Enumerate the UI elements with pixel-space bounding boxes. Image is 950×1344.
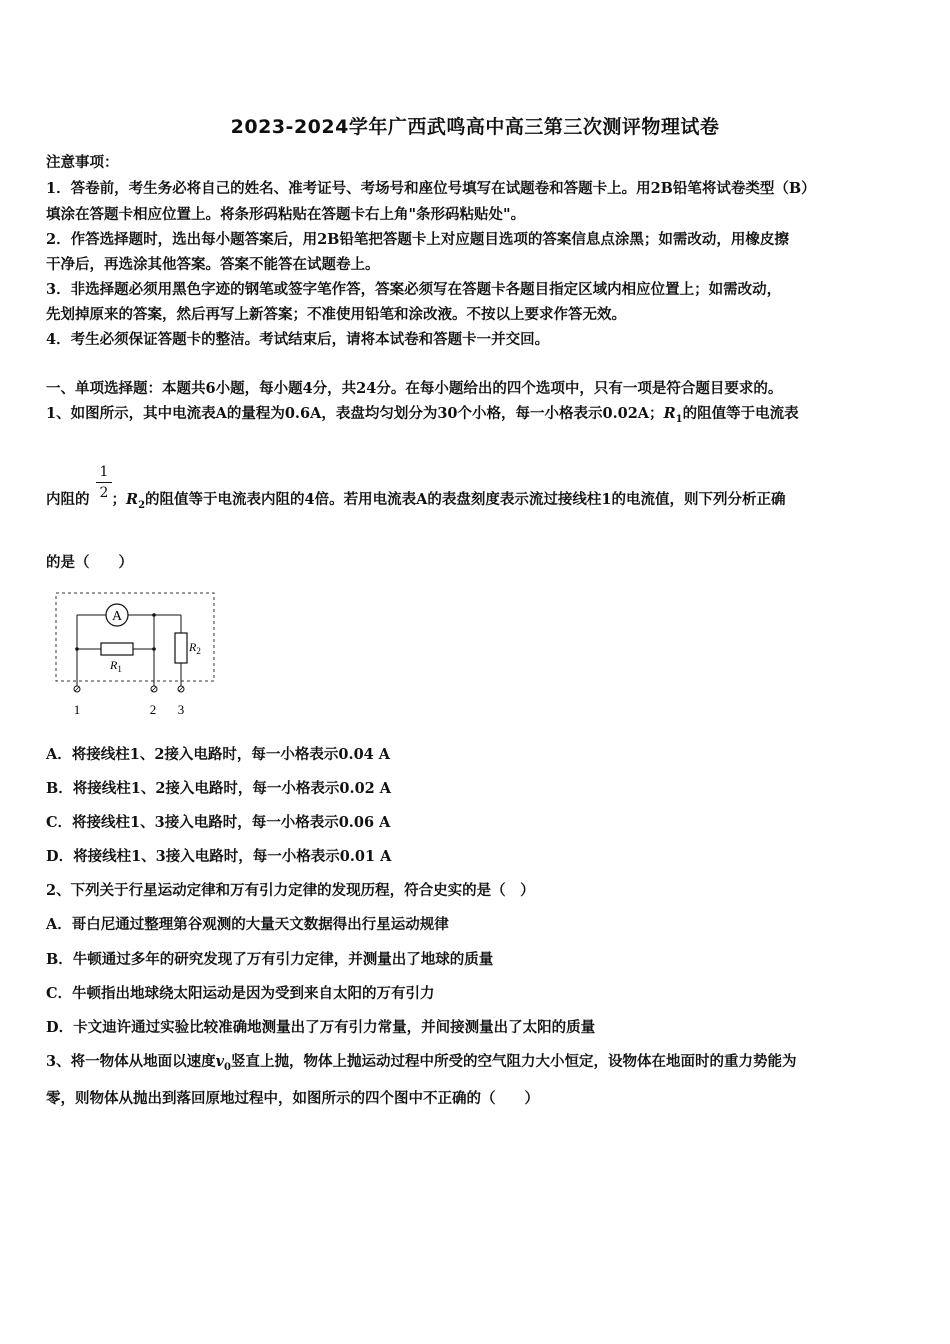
q2-stem: 2、下列关于行星运动定律和万有引力定律的发现历程，符合史实的是（ ） — [46, 882, 535, 899]
resistor-r2 — [175, 633, 187, 663]
fraction-numerator: 1 — [96, 462, 112, 483]
q1-stem-line1 — [46, 402, 799, 425]
notice-line: 填涂在答题卡相应位置上。将条形码粘贴在答题卡右上角"条形码粘贴处"。 — [46, 206, 526, 223]
r1-subscript: 1 — [675, 413, 683, 425]
q1-option-c: C．将接线柱1、3接入电路时，每一小格表示0.06 A — [46, 814, 391, 831]
q1-text: 1、如图所示，其中电流表A的量程为0.6A，表盘均匀划分为30个小格，每一小格表示0.02A； — [46, 405, 664, 422]
r2-label: $R_2$ — [189, 640, 201, 656]
ammeter-label: A — [111, 609, 123, 624]
q2-option-c: C．牛顿指出地球绕太阳运动是因为受到来自太阳的万有引力 — [46, 985, 435, 1002]
v0-symbol: v — [215, 1053, 225, 1070]
q1-text: 的阻值等于电流表 — [682, 405, 799, 422]
q3-text: 竖直上抛，物体上抛运动过程中所受的空气阻力大小恒定，设物体在地面时的重力势能为 — [231, 1053, 797, 1070]
q1-option-a: A．将接线柱1、2接入电路时，每一小格表示0.04 A — [46, 746, 391, 763]
terminal-3-label: 3 — [177, 702, 185, 717]
circuit-diagram — [50, 588, 220, 720]
r2-symbol: R — [126, 491, 139, 508]
q2-option-a: A．哥白尼通过整理第谷观测的大量天文数据得出行星运动规律 — [46, 916, 449, 933]
notice-line: 1．答卷前，考生务必将自己的姓名、准考证号、考场号和座位号填写在试题卷和答题卡上。用2B铅笔将试卷类型（B） — [46, 180, 816, 197]
q2-option-d: D．卡文迪许通过实验比较准确地测量出了万有引力常量，并间接测量出了太阳的质量 — [46, 1019, 596, 1036]
q3-stem-line1 — [46, 1050, 797, 1073]
terminal-2-label: 2 — [149, 702, 157, 717]
r1-symbol: R — [663, 405, 676, 422]
fraction-denominator: 2 — [99, 485, 109, 501]
q1-text: 的阻值等于电流表内阻的4倍。若用电流表A的表盘刻度表示流过接线柱1的电流值，则下列分析正确 — [145, 491, 786, 508]
q3-stem-line2: 零，则物体从抛出到落回原地过程中，如图所示的四个图中不正确的（ ） — [46, 1090, 539, 1107]
q1-stem-line2 — [46, 488, 785, 511]
v0-subscript: 0 — [224, 1061, 231, 1073]
resistor-r1 — [101, 643, 133, 655]
notice-line: 4．考生必须保证答题卡的整洁。考试结束后，请将本试卷和答题卡一并交回。 — [46, 331, 550, 348]
notice-line: 干净后，再选涂其他答案。答案不能答在试题卷上。 — [46, 256, 380, 273]
notice-line: 先划掉原来的答案，然后再写上新答案；不准使用铅笔和涂改液。不按以上要求作答无效。 — [46, 306, 626, 323]
q1-option-b: B．将接线柱1、2接入电路时，每一小格表示0.02 A — [46, 780, 392, 797]
q1-option-d: D．将接线柱1、3接入电路时，每一小格表示0.01 A — [46, 848, 392, 865]
q1-text: ； — [111, 491, 126, 508]
q1-text: 内阻的 — [46, 491, 90, 508]
q1-stem-line3: 的是（ ） — [46, 554, 133, 571]
terminal-1-label: 1 — [73, 702, 81, 717]
notice-line: 3．非选择题必须用黑色字迹的钢笔或签字笔作答，答案必须写在答题卡各题目指定区域内相应位置上；如需改动， — [46, 281, 782, 298]
notice-line: 2．作答选择题时，选出每小题答案后，用2B铅笔把答题卡上对应题目选项的答案信息点涂黑；如需改动，用橡皮擦 — [46, 231, 789, 248]
dashed-enclosure — [56, 593, 214, 681]
r2-subscript: 2 — [138, 499, 146, 511]
section-heading: 一、单项选择题：本题共6小题，每小题4分，共24分。在每小题给出的四个选项中，只有一项是符合题目要求的。 — [46, 380, 783, 397]
r1-label: $R_1$ — [110, 658, 122, 674]
page-title: 2023-2024学年广西武鸣高中高三第三次测评物理试卷 — [230, 116, 720, 138]
notice-heading: 注意事项： — [46, 154, 119, 171]
q2-option-b: B．牛顿通过多年的研究发现了万有引力定律，并测量出了地球的质量 — [46, 951, 494, 968]
q3-text: 3、将一物体从地面以速度 — [46, 1053, 216, 1070]
